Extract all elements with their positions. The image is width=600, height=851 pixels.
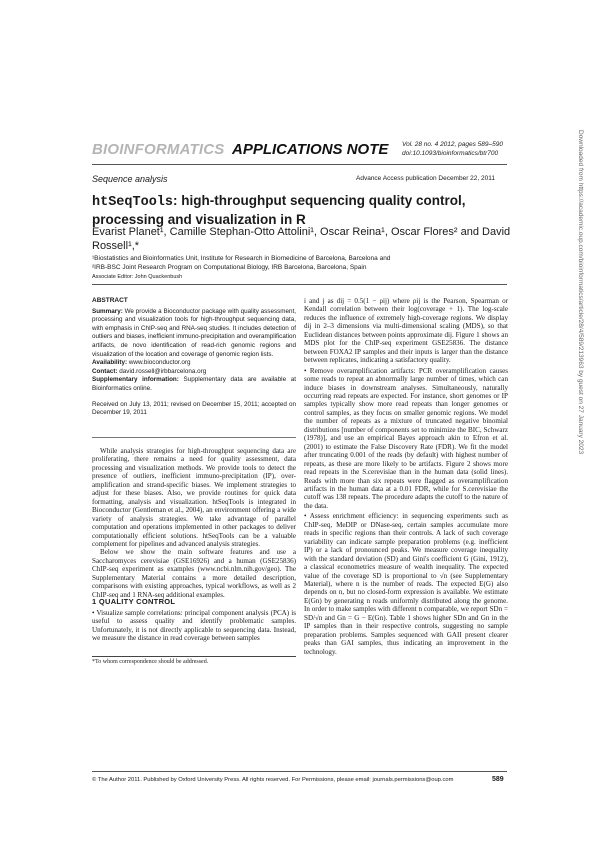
availability-link[interactable]: www.bioconductor.org: [127, 359, 191, 367]
affiliation-1: ¹Biostatistics and Bioinformatics Unit, Institute for Research in Biomedicine of Barcelona, Barcelona and: [92, 255, 391, 262]
right-paragraph-3: • Assess enrichment efficiency: in sequencing experiments such as ChIP-seq, MeDIP or DNase-seq, certain samples accumulate more reads in specific regions than their controls. A lack of such coverage variability can indicate sample preparation problems (e.g. inefficient IP) or a lack of pronounced peaks. We measure coverage inequality with the standard deviation (SD) and Gini's coefficient G (Gini, 1912), a classical econometrics measure of wealth inequality. The expected value of the coverage SD is proportional to √n (see Supplementary Material), where n is the number of reads. The expected E(G) also depends on n, but no closed-form expression is available. We estimate E(Gn) by generating n reads uniformly distributed along the genome. In order to make samples with different n comparable, we report SDn = SD/√n and Gn = G − E(Gn). Table 1 shows higher SDn and Gn in the IP samples than in their respective controls, suggesting no sample preparation problems. Samples sequenced with GAII present clearer peaks than GAI samples, thus indicating an improvement in the technology.: [304, 512, 508, 656]
abstract-divider: [92, 437, 296, 438]
advance-access-date: Advance Access publication December 22, 2011: [356, 175, 495, 182]
abstract: [92, 297, 296, 418]
contact-label: Contact:: [92, 367, 118, 375]
article-title: [92, 193, 512, 228]
abstract-summary: [92, 308, 296, 360]
copyright-notice: © The Author 2011. Published by Oxford University Press. All rights reserved. For Permissions, please email: journals.permissions@oup.com: [92, 777, 454, 783]
availability-label: Availability:: [92, 359, 128, 367]
summary-label: Summary:: [92, 307, 123, 315]
abstract-heading: ABSTRACT: [92, 297, 128, 304]
abstract-availability: [92, 359, 296, 368]
page-number: 589: [492, 776, 504, 783]
supplementary-text: Supplementary data are available at Bioinformatics online.: [92, 376, 296, 392]
section-1-heading: 1 QUALITY CONTROL: [92, 597, 176, 606]
contact-email[interactable]: david.rossell@irbbarcelona.org: [117, 367, 207, 375]
doi-line[interactable]: doi:10.1093/bioinformatics/btr700: [402, 150, 499, 157]
title-package-name: htSeqTools: [92, 195, 174, 210]
section-label: Sequence analysis: [92, 174, 168, 184]
affiliations: [92, 254, 512, 272]
right-column: [304, 297, 508, 656]
summary-text: We provide a Bioconductor package with quality assessment, processing and visualization tools for high-throughput sequencing data, with emphasis in ChIP-seq and RNA-seq studies. It includes detection of outliers and biases, inefficient immuno-precipitation and overamplification artifacts, de novo identification of read-rich genomic regions and visualization of the location and coverage of genomic region lists.: [92, 307, 296, 358]
introduction: [92, 447, 296, 599]
correspondence-footnote: *To whom correspondence should be addressed.: [92, 656, 296, 665]
article-type: APPLICATIONS NOTE: [232, 141, 389, 158]
affiliation-2: ²IRB-BSC Joint Research Program on Computational Biology, IRB Barcelona, Barcelona, Spain: [92, 264, 367, 271]
footer-rule: [92, 771, 507, 772]
header-rule: [92, 164, 507, 165]
abstract-supplementary: [92, 376, 296, 393]
received-dates: Received on July 13, 2011; revised on December 15, 2011; accepted on December 19, 2011: [92, 400, 296, 417]
volume-line: Vol. 28 no. 4 2012, pages 589–590: [402, 141, 503, 148]
download-watermark: Downloaded from https://academic.oup.com/bioinformatics/article/28/4/589/213963 by guest on 27 January 2023: [577, 130, 584, 455]
title-rule: [92, 284, 507, 285]
title-text: : high-throughput sequencing quality control, processing and visualization in R: [92, 193, 466, 227]
author-list: Evarist Planet¹, Camille Stephan-Otto Attolini¹, Oscar Reina¹, Oscar Flores² and David Rossell¹,*: [92, 226, 511, 252]
supplementary-label: Supplementary information:: [92, 376, 179, 384]
right-paragraph-1: i and j as dij = 0.5(1 − ρij) where ρij is the Pearson, Spearman or Kendall correlation between their log(coverage + 1). The log-scale reduces the influence of extremely high-coverage regions. We display dij in 2–3 dimensions via multi-dimensional scaling (MDS), so that Euclidean distances between points approximate dij. Figure 1 shows an MDS plot for the ChIP-seq experiment GSE25836. The distance between FOXA2 IP samples and their inputs is larger than the distance between replicates, indicating a satisfactory quality.: [304, 297, 508, 365]
intro-paragraph-1: While analysis strategies for high-throughput sequencing data are proliferating, there remains a need for quality assessment, data processing and visualization methods. We provide tools to detect the presence of outliers, inefficient immuno-precipitation (IP), over-amplification and strand-specific biases. We implement strategies to adjust for these biases. Also, we provide routines for quick data formatting, analysis and visualization. htSeqTools is integrated in Bioconductor (Gentleman et al., 2004), an environment offering a wide variety of analysis strategies. We take advantage of parallel computation and operations implemented in other packages to deliver computationally efficient solutions. htSeqTools can be a valuable complement for pipelines and advanced analysis strategies.: [92, 447, 296, 548]
intro-paragraph-2: Below we show the main software features and use a Saccharomyces cerevisiae (GSE16926) and a human (GSE25836) ChIP-seq experiment as examples (www.ncbi.nlm.nih.gov/geo). The Supplementary Material contains a more detailed description, comparisons with existing approaches, typical workflows, as well as 2 ChIP-seq and 1 RNA-seq additional examples.: [92, 548, 296, 599]
section-1-paragraph: • Visualize sample correlations: principal component analysis (PCA) is useful to assess quality and identify problematic samples. Unfortunately, it is not directly applicable to sequencing data. Instead, we measure the distance in read coverage between samples: [92, 609, 296, 643]
volume-info: [402, 140, 503, 158]
abstract-contact: [92, 368, 296, 377]
section-1-body: [92, 609, 296, 643]
journal-name: BIOINFORMATICS: [92, 141, 225, 158]
right-paragraph-2: • Remove overamplification artifacts: PCR overamplification causes some reads to repeat an abnormally large number of times, which can induce biases in downstream analyses. Simultaneously, naturally occurring read repeats are expected. For instance, short genomes or IP samples typically show more read repeats than longer genomes or control samples, as they focus on smaller genomic regions. We model the number of repeats as a mixture of truncated negative binomial distributions [number of components set to minimize the BIC, Schwarz (1978)], and use an empirical Bayes approach akin to Efron et al. (2001) to estimate the False Discovery Rate (FDR). We fit the model after truncating 0.001 of the reads (by default) with highest number of repeats, as these are more likely to be artifacts. Figure 2 shows more read repeats in the S.cerevisiae than in the human data (solid lines). Reads with more than six repeats were flagged as overamplification artifacts in the human data at a 0.01 FDR, while for S.cerevisiae the cutoff was 138 repeats. The procedure adapts the cutoff to the nature of the data.: [304, 366, 508, 510]
associate-editor: Associate Editor: John Quackenbush: [92, 274, 183, 280]
